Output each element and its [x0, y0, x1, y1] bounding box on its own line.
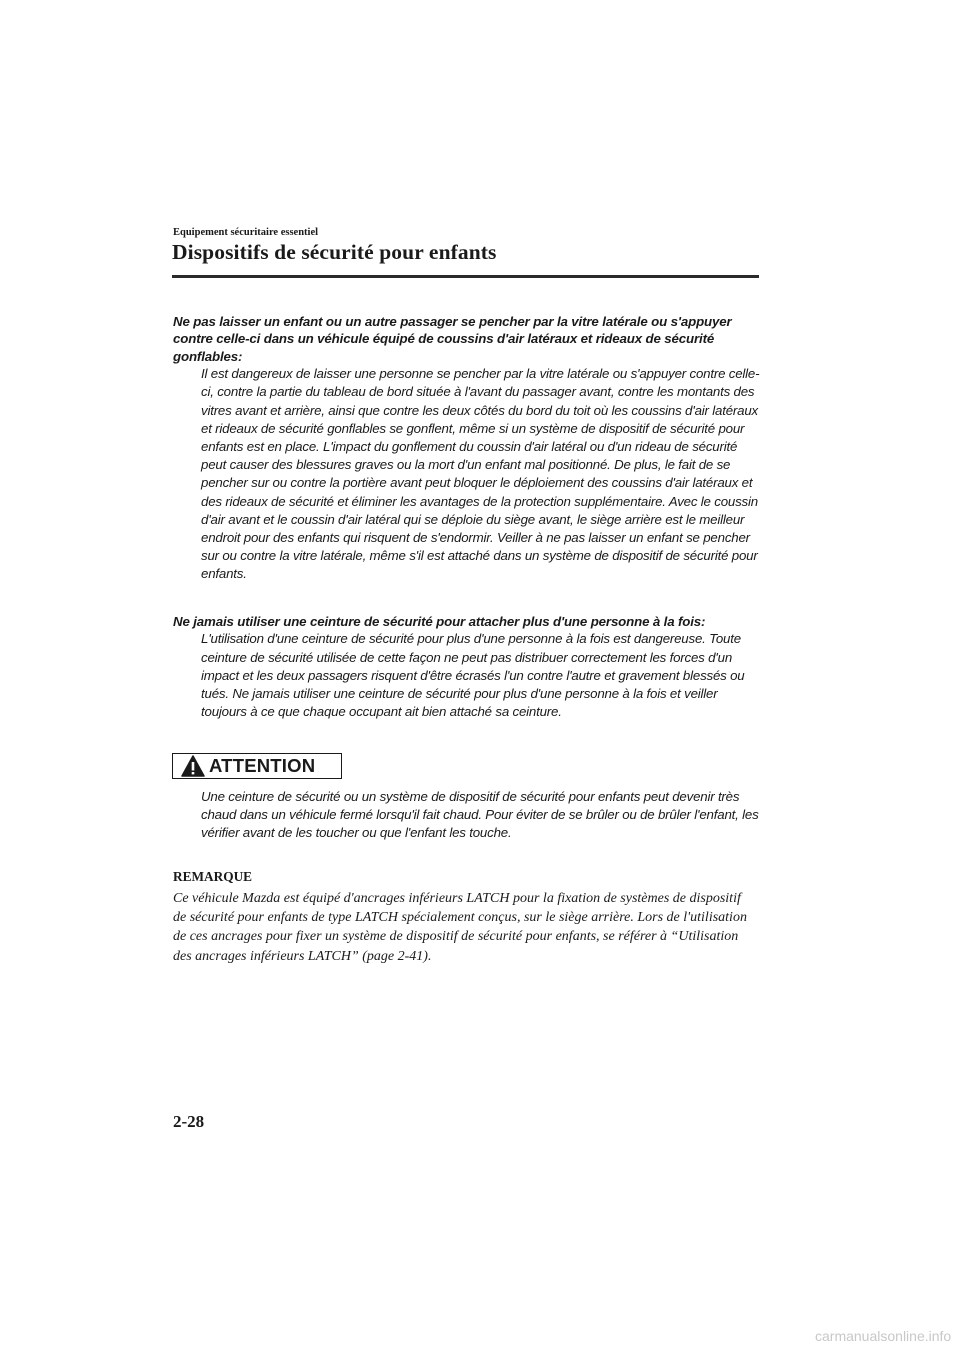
warning-body: L'utilisation d'une ceinture de sécurité pour plus d'une personne à la fois est dangereuse. Toute ceinture de sécurité utilisée de cette façon ne peut pas distribuer correctement les forces d'un impact et les deux passagers risquent d'être écrasés l'un contre l'autre et gravement blessés ou tués. Ne jamais utiliser une ceinture de sécurité pour plus d'une personne à la fois et veiller toujours à ce que chaque occupant ait bien attaché sa ceinture. [201, 631, 745, 720]
section-label: Equipement sécuritaire essentiel [173, 227, 319, 238]
attention-label: ATTENTION [209, 755, 316, 776]
attention-label-box [172, 753, 342, 779]
warning-block-side-airbags [173, 313, 763, 584]
note-body: Ce véhicule Mazda est équipé d'ancrages inférieurs LATCH pour la fixation de systèmes de dispositif de sécurité pour enfants de type LATCH spécialement conçus, sur le siège arrière. Lors de l'utilisation de ces ancrages pour fixer un système de dispositif de sécurité pour enfants, se référer à “Utilisation des ancrages inférieurs LATCH” (page 2-41). [173, 891, 747, 964]
watermark: carmanualsonline.info [815, 1328, 952, 1344]
warning-heading: Ne jamais utiliser une ceinture de sécurité pour attacher plus d'une personne à la fois: [173, 614, 706, 629]
warning-heading: Ne pas laisser un enfant ou un autre passager se pencher par la vitre latérale ou s'appuyer contre celle-ci dans un véhicule équipé de coussins d'air latéraux et rideaux de sécurité gonflables: [173, 314, 732, 364]
warning-block-seat-belt-sharing [173, 613, 763, 721]
page-title: Dispositifs de sécurité pour enfants [172, 240, 497, 264]
title-divider [172, 275, 759, 278]
warning-body: Il est dangereux de laisser une personne se pencher par la vitre latérale ou s'appuyer contre celle-ci, contre la partie du tableau de bord située à l'avant du passager avant, contre les montants des vitres avant et arrière, ainsi que contre les deux côtés du bord du toit où les coussins d'air latéraux et rideaux de sécurité gonflables se gonflent, même si un système de dispositif de sécurité pour enfants est en place. L'impact du gonflement du coussin d'air latéral ou d'un rideau de sécurité peut causer des blessures graves ou la mort d'un enfant mal positionné. De plus, le fait de se pencher sur ou contre la portière avant peut bloquer le déploiement des coussins d'air latéraux et des rideaux de sécurité et éliminer les avantages de la protection supplémentaire. Avec le coussin d'air avant et le coussin d'air latéral qui se déploie du siège avant, le siège arrière est le meilleur endroit pour des enfants qui risquent de s'endormir. Veiller à ne pas laisser un enfant se pencher sur ou contre la vitre latérale, même s'il est attaché dans un système de dispositif de sécurité pour enfants. [201, 366, 760, 582]
note-heading: REMARQUE [173, 869, 253, 884]
page-number: 2-28 [173, 1112, 205, 1131]
warning-triangle-icon [181, 755, 205, 777]
caution-body: Une ceinture de sécurité ou un système de dispositif de sécurité pour enfants peut devenir très chaud dans un véhicule fermé lorsqu'il fait chaud. Pour éviter de se brûler ou de brûler l'enfant, les vérifier avant de les toucher ou que l'enfant les touche. [201, 789, 759, 841]
